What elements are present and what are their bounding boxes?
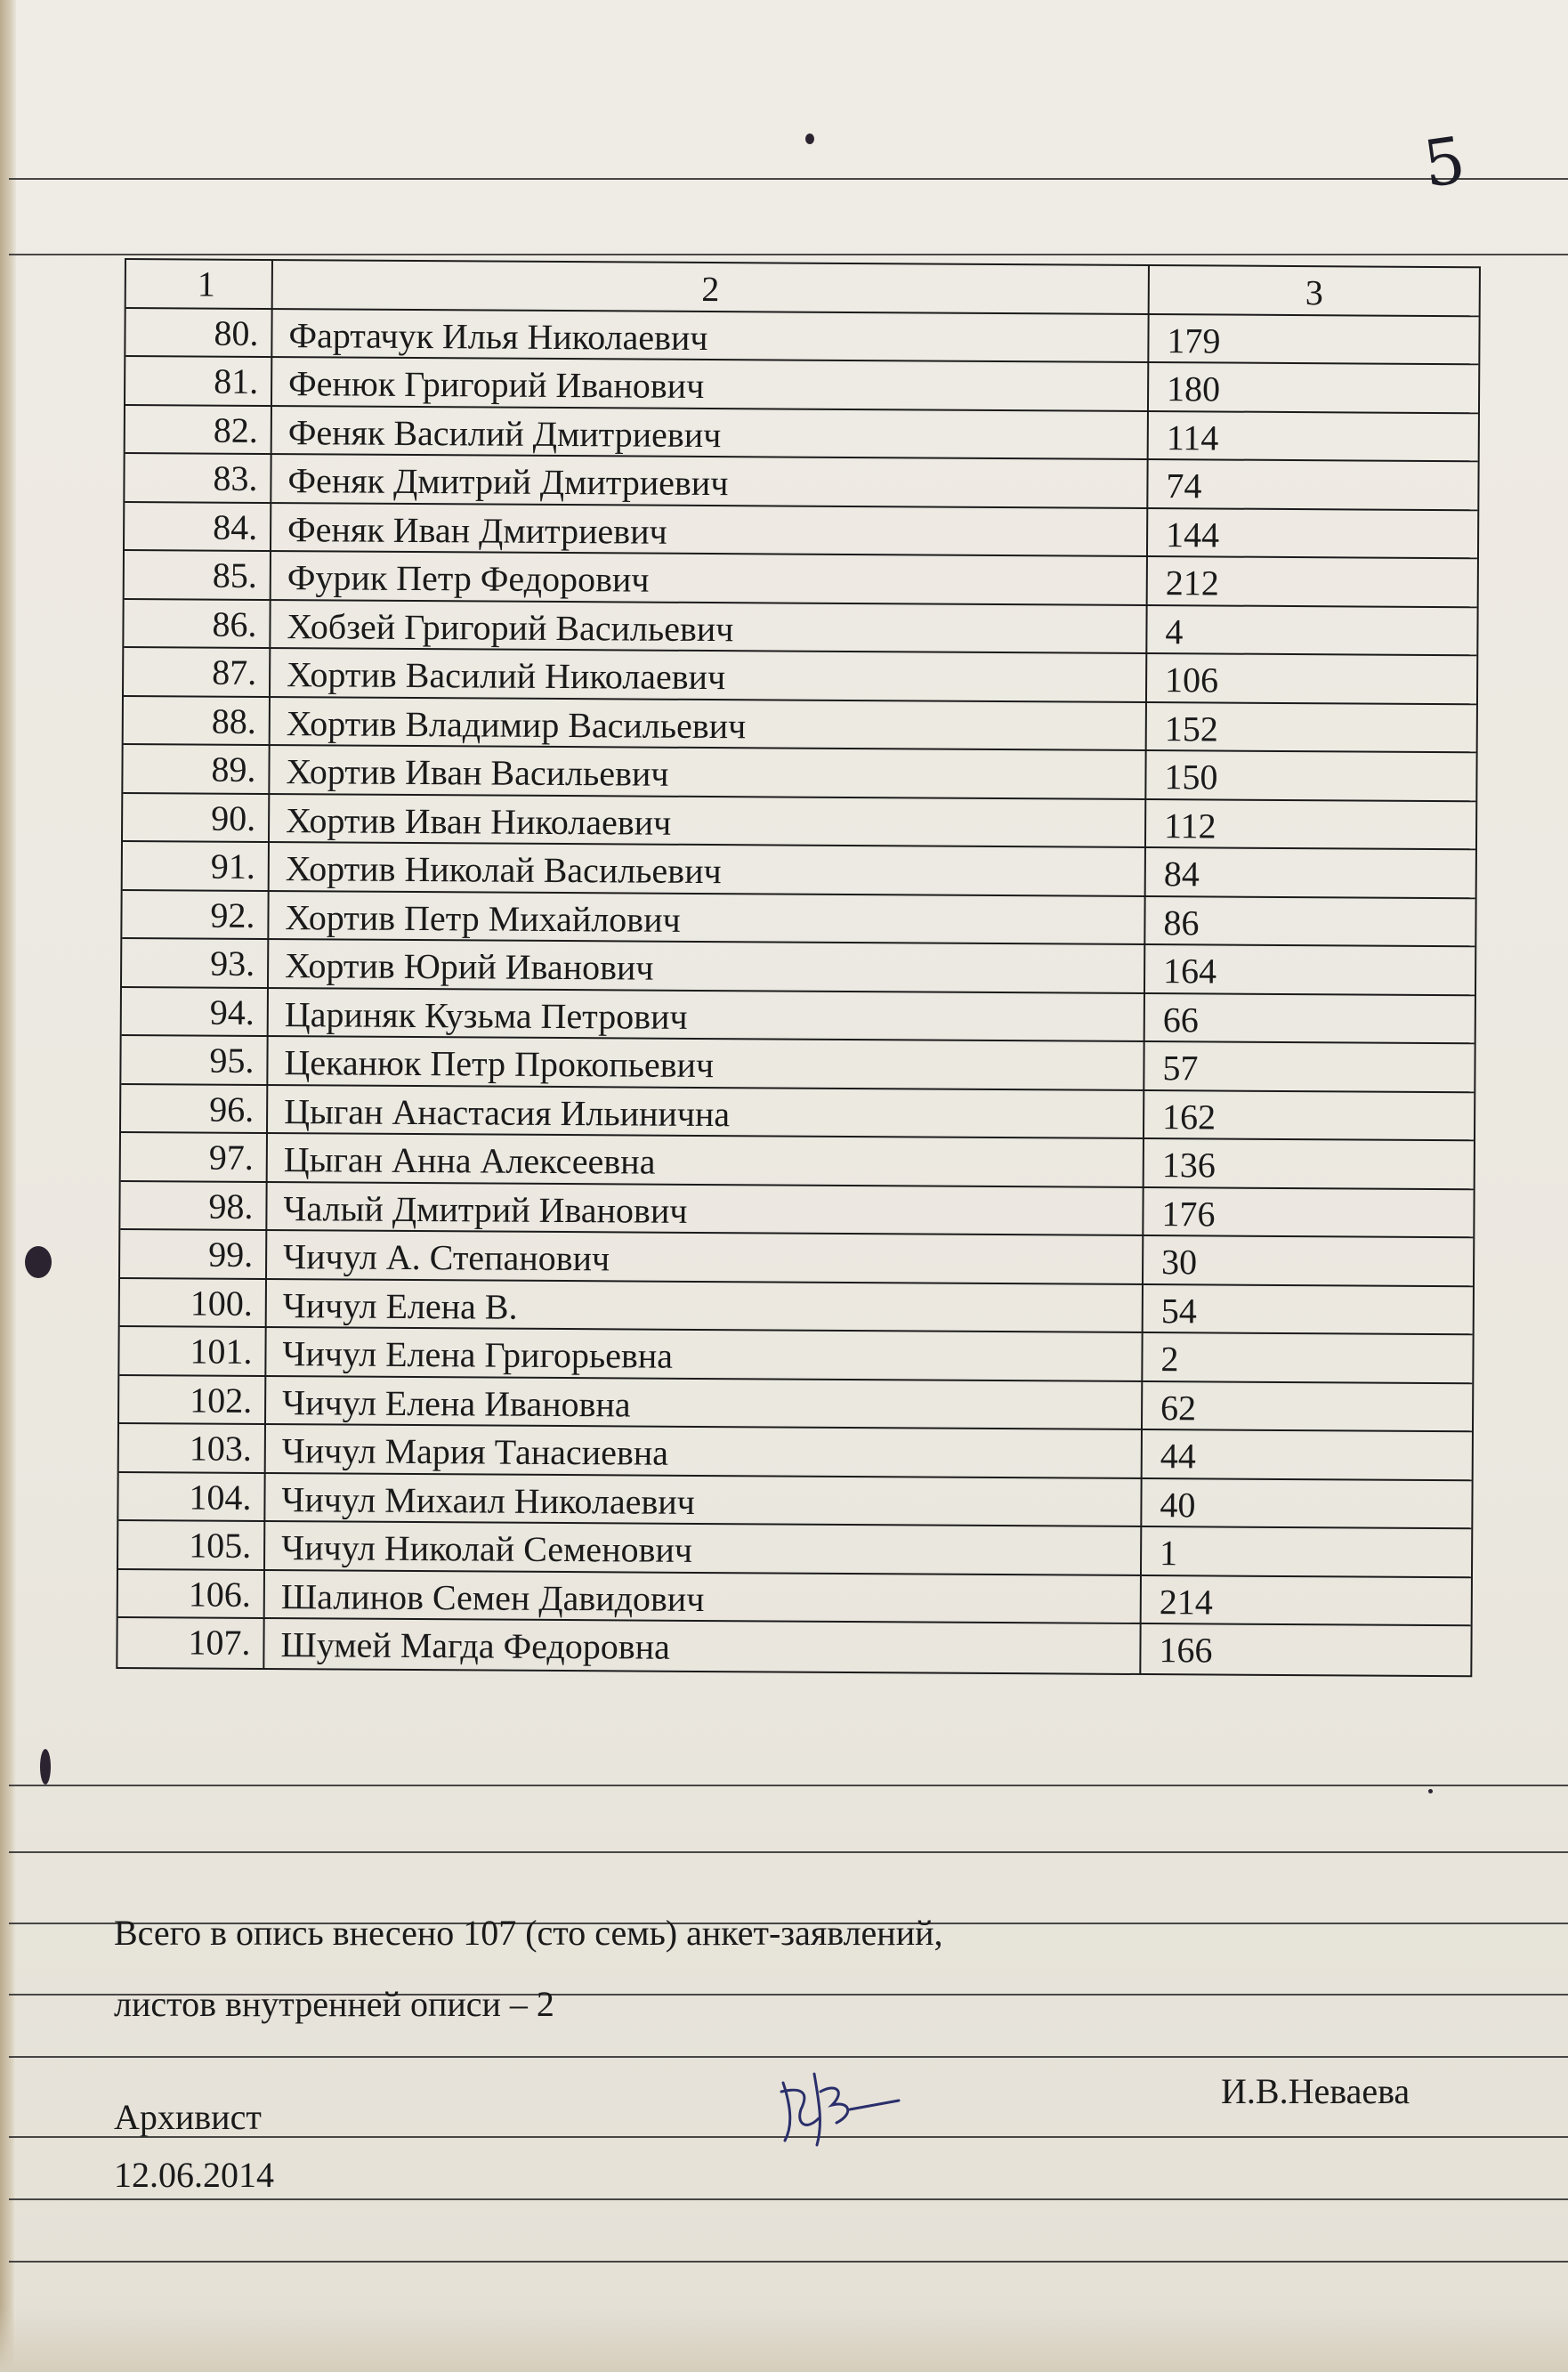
row-person-name: Хортив Иван Васильевич	[270, 746, 1146, 798]
summary-total-line: Всего в опись внесено 107 (сто семь) анкет-заявлений,	[114, 1913, 943, 1953]
ruled-line	[9, 254, 1568, 255]
row-sheet-number: 162	[1161, 1096, 1216, 1137]
table-row	[125, 406, 1478, 463]
row-number: 103.	[119, 1424, 266, 1472]
row-number: 106.	[118, 1569, 265, 1617]
row-sheet-number: 4	[1165, 611, 1184, 652]
row-number: 93.	[122, 939, 269, 987]
table-row	[121, 1036, 1474, 1093]
row-person-name: Шумей Магда Федоровна	[264, 1619, 1141, 1673]
row-sheet-number: 176	[1161, 1193, 1216, 1235]
table-row	[119, 1424, 1472, 1481]
row-sheet-number: 30	[1160, 1242, 1198, 1283]
table-row	[125, 309, 1478, 366]
row-person-name: Фурик Петр Федорович	[271, 552, 1148, 604]
row-sheet-number: 74	[1166, 465, 1202, 506]
row-sheet-number: 86	[1163, 902, 1200, 943]
archivist-label: Архивист	[114, 2097, 262, 2137]
inventory-table	[116, 258, 1481, 1677]
row-number: 95.	[121, 1036, 268, 1084]
table-row	[121, 1084, 1474, 1141]
row-sheet-number: 66	[1162, 999, 1199, 1040]
row-number: 84.	[125, 503, 271, 551]
table-row	[120, 1230, 1473, 1287]
table-row	[124, 648, 1476, 705]
row-person-name: Фенюк Григорий Иванович	[272, 358, 1149, 410]
ink-speck	[1428, 1789, 1433, 1793]
table-row	[124, 697, 1476, 754]
ink-speck	[25, 1246, 52, 1278]
ruled-line	[9, 2198, 1568, 2200]
row-person-name: Чичул Николай Семенович	[265, 1522, 1142, 1575]
row-sheet-number: 164	[1162, 951, 1217, 992]
row-number: 88.	[124, 697, 271, 745]
row-sheet-number: 180	[1166, 368, 1221, 409]
row-sheet-number: 54	[1160, 1290, 1197, 1331]
row-number: 80.	[125, 309, 272, 357]
table-row	[125, 551, 1477, 608]
table-row	[118, 1472, 1471, 1529]
row-person-name: Хобзей Григорий Васильевич	[271, 601, 1147, 653]
row-number: 101.	[119, 1327, 266, 1375]
header-col-sheet: 3	[1305, 272, 1323, 313]
table-row	[125, 454, 1477, 511]
table-header-row	[126, 260, 1479, 317]
row-number: 86.	[124, 600, 271, 648]
row-person-name: Хортив Владимир Васильевич	[271, 698, 1147, 750]
row-person-name: Хортив Иван Николаевич	[270, 795, 1146, 847]
page-bottom-shadow	[0, 2305, 1568, 2372]
ruled-line	[9, 2261, 1568, 2263]
page-binding-edge	[0, 0, 16, 2372]
row-sheet-number: 84	[1163, 854, 1200, 895]
row-number: 96.	[121, 1084, 268, 1132]
row-number: 90.	[123, 794, 270, 842]
row-person-name: Шалинов Семен Давидович	[265, 1570, 1142, 1623]
row-sheet-number: 144	[1165, 514, 1220, 555]
row-person-name: Феняк Василий Дмитриевич	[272, 407, 1149, 459]
table-row	[125, 503, 1477, 560]
ruled-line	[9, 178, 1568, 180]
row-number: 87.	[124, 648, 271, 696]
row-number: 91.	[123, 842, 270, 890]
row-person-name: Цыган Анастасия Ильинична	[268, 1086, 1144, 1138]
signature-icon	[765, 2056, 908, 2154]
row-number: 82.	[125, 406, 272, 454]
row-number: 105.	[118, 1521, 265, 1569]
row-number: 94.	[122, 987, 269, 1035]
ink-speck	[40, 1749, 51, 1785]
header-col-name: 2	[273, 261, 1150, 313]
row-sheet-number: 114	[1166, 417, 1219, 458]
row-number: 97.	[121, 1133, 268, 1181]
row-sheet-number: 1	[1159, 1533, 1178, 1574]
archivist-name: И.В.Неваева	[1221, 2071, 1410, 2111]
row-number: 99.	[120, 1230, 267, 1278]
row-person-name: Хортив Николай Васильевич	[270, 843, 1146, 895]
ink-speck	[805, 134, 814, 144]
row-number: 98.	[120, 1181, 267, 1229]
summary-sheets-line: листов внутренней описи – 2	[114, 1984, 554, 2024]
ruled-line	[9, 1785, 1568, 1786]
row-sheet-number: 40	[1160, 1484, 1196, 1525]
row-number: 83.	[125, 454, 271, 502]
row-number: 89.	[123, 745, 270, 793]
row-sheet-number: 166	[1159, 1630, 1213, 1671]
row-person-name: Феняк Иван Дмитриевич	[271, 504, 1148, 556]
row-sheet-number: 2	[1160, 1339, 1179, 1380]
table-body	[117, 309, 1478, 1675]
row-person-name: Хортив Петр Михайлович	[269, 892, 1145, 944]
archive-sheet-number: 5	[1418, 122, 1470, 202]
row-sheet-number: 179	[1167, 320, 1221, 361]
row-number: 81.	[125, 357, 272, 405]
ruled-line	[9, 1851, 1568, 1853]
row-person-name: Хортив Юрий Иванович	[269, 940, 1145, 992]
table-row	[123, 745, 1475, 802]
header-col-number: 1	[126, 260, 273, 308]
row-person-name: Чалый Дмитрий Иванович	[267, 1183, 1144, 1235]
table-row	[124, 600, 1476, 657]
row-person-name: Чичул Елена Ивановна	[266, 1376, 1143, 1429]
archivist-date: 12.06.2014	[114, 2155, 274, 2195]
table-row	[119, 1327, 1472, 1384]
row-sheet-number: 62	[1160, 1387, 1197, 1428]
table-row	[122, 987, 1475, 1044]
row-sheet-number: 57	[1162, 1048, 1199, 1089]
table-row	[123, 794, 1475, 851]
row-number: 85.	[125, 551, 271, 599]
table-row	[118, 1521, 1471, 1578]
row-person-name: Хортив Василий Николаевич	[271, 649, 1147, 701]
row-number: 104.	[118, 1472, 265, 1520]
row-sheet-number: 214	[1159, 1581, 1213, 1622]
row-sheet-number: 106	[1164, 660, 1219, 700]
table-row	[123, 842, 1475, 899]
table-row	[125, 357, 1478, 414]
row-number: 92.	[122, 890, 269, 938]
row-sheet-number: 136	[1161, 1145, 1216, 1186]
row-person-name: Феняк Дмитрий Дмитриевич	[271, 455, 1148, 507]
table-row	[122, 890, 1475, 947]
table-row	[120, 1278, 1473, 1335]
row-person-name: Фартачук Илья Николаевич	[272, 310, 1149, 362]
row-person-name: Цариняк Кузьма Петрович	[269, 989, 1145, 1041]
row-person-name: Цыган Анна Алексеевна	[268, 1134, 1144, 1186]
row-person-name: Чичул Мария Танасиевна	[266, 1425, 1143, 1477]
row-sheet-number: 44	[1160, 1436, 1196, 1477]
row-sheet-number: 212	[1165, 563, 1219, 603]
table-row	[118, 1569, 1471, 1626]
table-row	[120, 1181, 1473, 1238]
row-person-name: Чичул А. Степанович	[267, 1231, 1144, 1283]
row-sheet-number: 150	[1164, 757, 1218, 797]
row-person-name: Чичул Михаил Николаевич	[265, 1473, 1142, 1526]
table-row	[121, 1133, 1474, 1190]
row-person-name: Цеканюк Петр Прокопьевич	[268, 1037, 1144, 1089]
row-person-name: Чичул Елена Григорьевна	[266, 1328, 1143, 1380]
row-sheet-number: 152	[1164, 708, 1218, 749]
row-number: 107.	[117, 1618, 264, 1668]
row-person-name: Чичул Елена В.	[267, 1279, 1144, 1332]
row-sheet-number: 112	[1163, 805, 1216, 846]
table-row	[117, 1618, 1470, 1675]
table-row	[122, 939, 1475, 996]
row-number: 102.	[119, 1375, 266, 1423]
row-number: 100.	[120, 1278, 267, 1326]
table-row	[119, 1375, 1472, 1432]
